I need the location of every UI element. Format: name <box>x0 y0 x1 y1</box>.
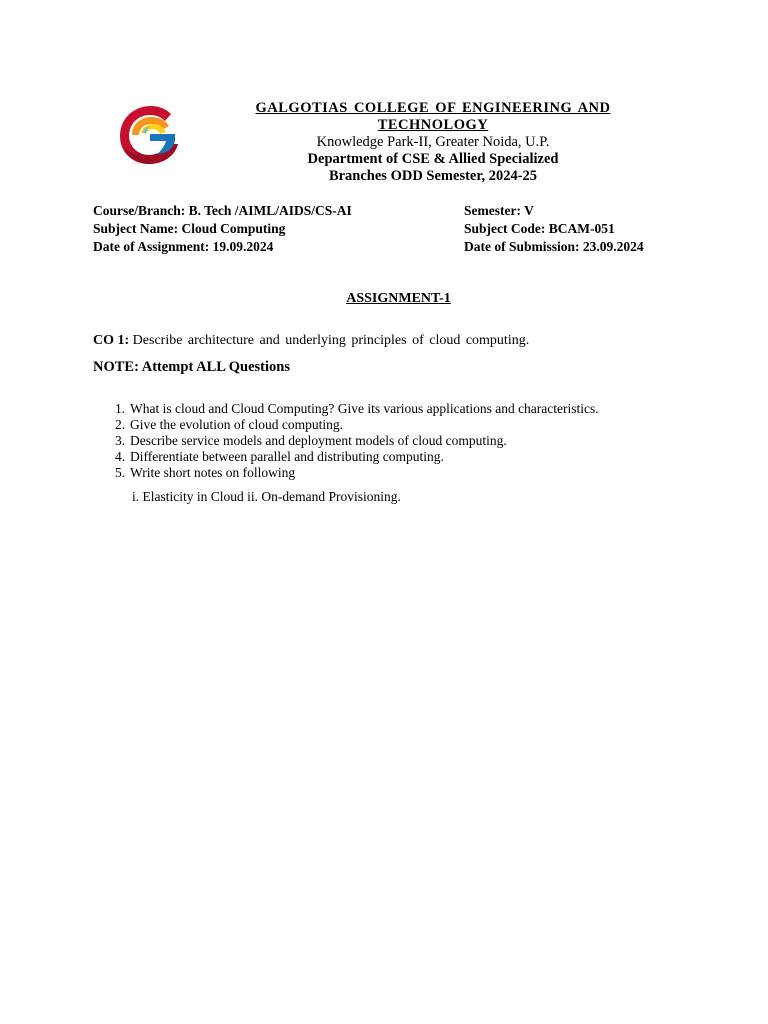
date-of-submission: Date of Submission: 23.09.2024 <box>464 239 644 254</box>
question-number: 3. <box>115 433 126 448</box>
subject-name: Subject Name: Cloud Computing <box>93 221 286 236</box>
course-outcome <box>93 333 529 349</box>
assignment-title: ASSIGNMENT-1 <box>346 291 451 306</box>
semester-branches: Branches ODD Semester, 2024-25 <box>328 168 538 184</box>
question-item <box>115 433 599 449</box>
question-text: Describe service models and deployment models of cloud computing. <box>130 433 507 448</box>
course-branch: Course/Branch: B. Tech /AIML/AIDS/CS-AI <box>93 203 352 218</box>
course-info-left <box>93 202 352 256</box>
course-info-right <box>464 202 644 256</box>
co-description: Describe architecture and underlying principles of cloud computing. <box>132 333 530 348</box>
co-label: CO 1: <box>93 333 130 348</box>
question-list <box>115 401 599 481</box>
question-item <box>115 465 599 481</box>
question-number: 2. <box>115 417 126 432</box>
question-text: Differentiate between parallel and distributing computing. <box>130 449 444 464</box>
question-text: What is cloud and Cloud Computing? Give its various applications and characteristics. <box>130 401 599 416</box>
question-subpoints: i. Elasticity in Cloud ii. On-demand Provisioning. <box>132 489 401 504</box>
question-text: Write short notes on following <box>130 465 296 480</box>
question-number: 1. <box>115 401 126 416</box>
subject-code: Subject Code: BCAM-051 <box>464 221 615 236</box>
question-text: Give the evolution of cloud computing. <box>130 417 343 432</box>
question-number: 4. <box>115 449 126 464</box>
question-item <box>115 401 599 417</box>
semester: Semester: V <box>464 203 534 218</box>
college-address: Knowledge Park-II, Greater Noida, U.P. <box>316 134 550 150</box>
department-name: Department of CSE & Allied Specialized <box>307 151 559 167</box>
question-item <box>115 449 599 465</box>
date-of-assignment: Date of Assignment: 19.09.2024 <box>93 239 274 254</box>
college-header <box>200 100 666 185</box>
note: NOTE: Attempt ALL Questions <box>93 359 290 375</box>
question-number: 5. <box>115 465 126 480</box>
college-logo <box>117 104 181 166</box>
question-item <box>115 417 599 433</box>
college-name: GALGOTIAS COLLEGE OF ENGINEERING AND TECHNOLOGY <box>255 100 611 133</box>
